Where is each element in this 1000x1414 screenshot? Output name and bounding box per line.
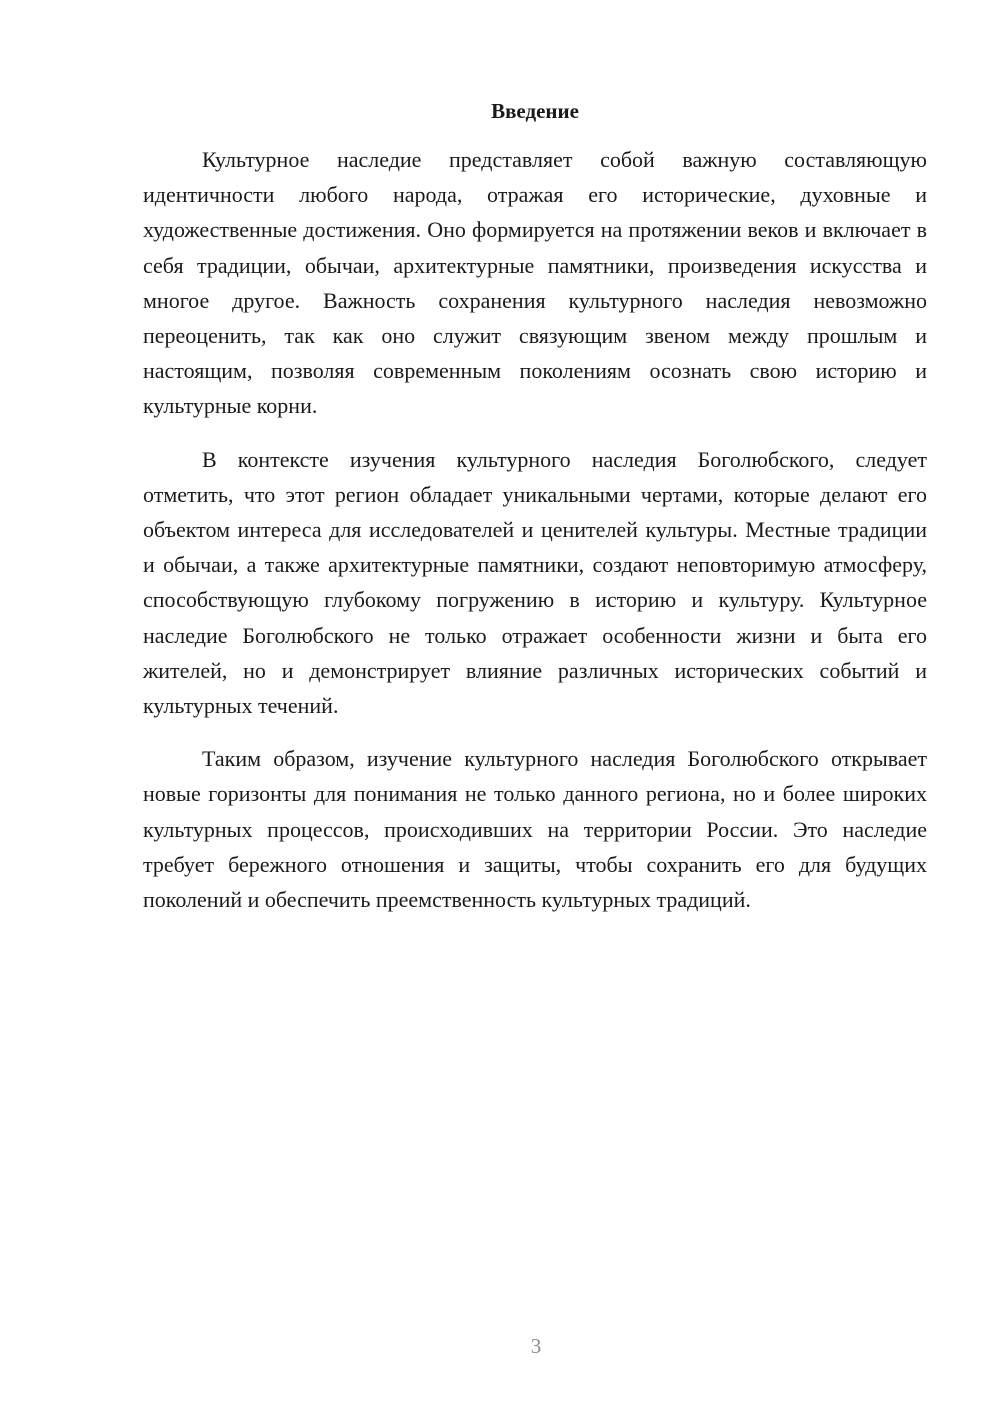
paragraph-3: Таким образом, изучение культурного наследия Боголюбского открывает новые горизонты для понимания не только данного региона, но и более широких культурных процессов, происходивших на территории России. Это наследие требует бережного отношения и защиты, чтобы сохранить его для будущих поколений и обеспечить преемственность культурных традиций. [143, 746, 927, 913]
paragraph-1: Культурное наследие представляет собой важную составляющую идентичности любого народа, отражая его исторические, духовные и художественные достижения. Оно формируется на протяжении веков и включает в себя традиции, обычаи, архитектурные памятники, произведения искусства и многое другое. Важность сохранения культурного наследия невозможно переоценить, так как оно служит связующим звеном между прошлым и настоящим, позволяя современным поколениям осознать свою историю и культурные корни. [143, 147, 927, 419]
page-content [143, 96, 927, 917]
page-number: 3 [530, 1334, 542, 1358]
section-title: Введение [491, 99, 579, 123]
paragraph-2: В контексте изучения культурного наследия Боголюбского, следует отметить, что этот регион обладает уникальными чертами, которые делают его объектом интереса для исследователей и ценителей культуры. Местные традиции и обычаи, а также архитектурные памятники, создают неповторимую атмосферу, способствующую глубокому погружению в историю и культуру. Культурное наследие Боголюбского не только отражает особенности жизни и быта его жителей, но и демонстрирует влияние различных исторических событий и культурных течений. [143, 446, 927, 719]
